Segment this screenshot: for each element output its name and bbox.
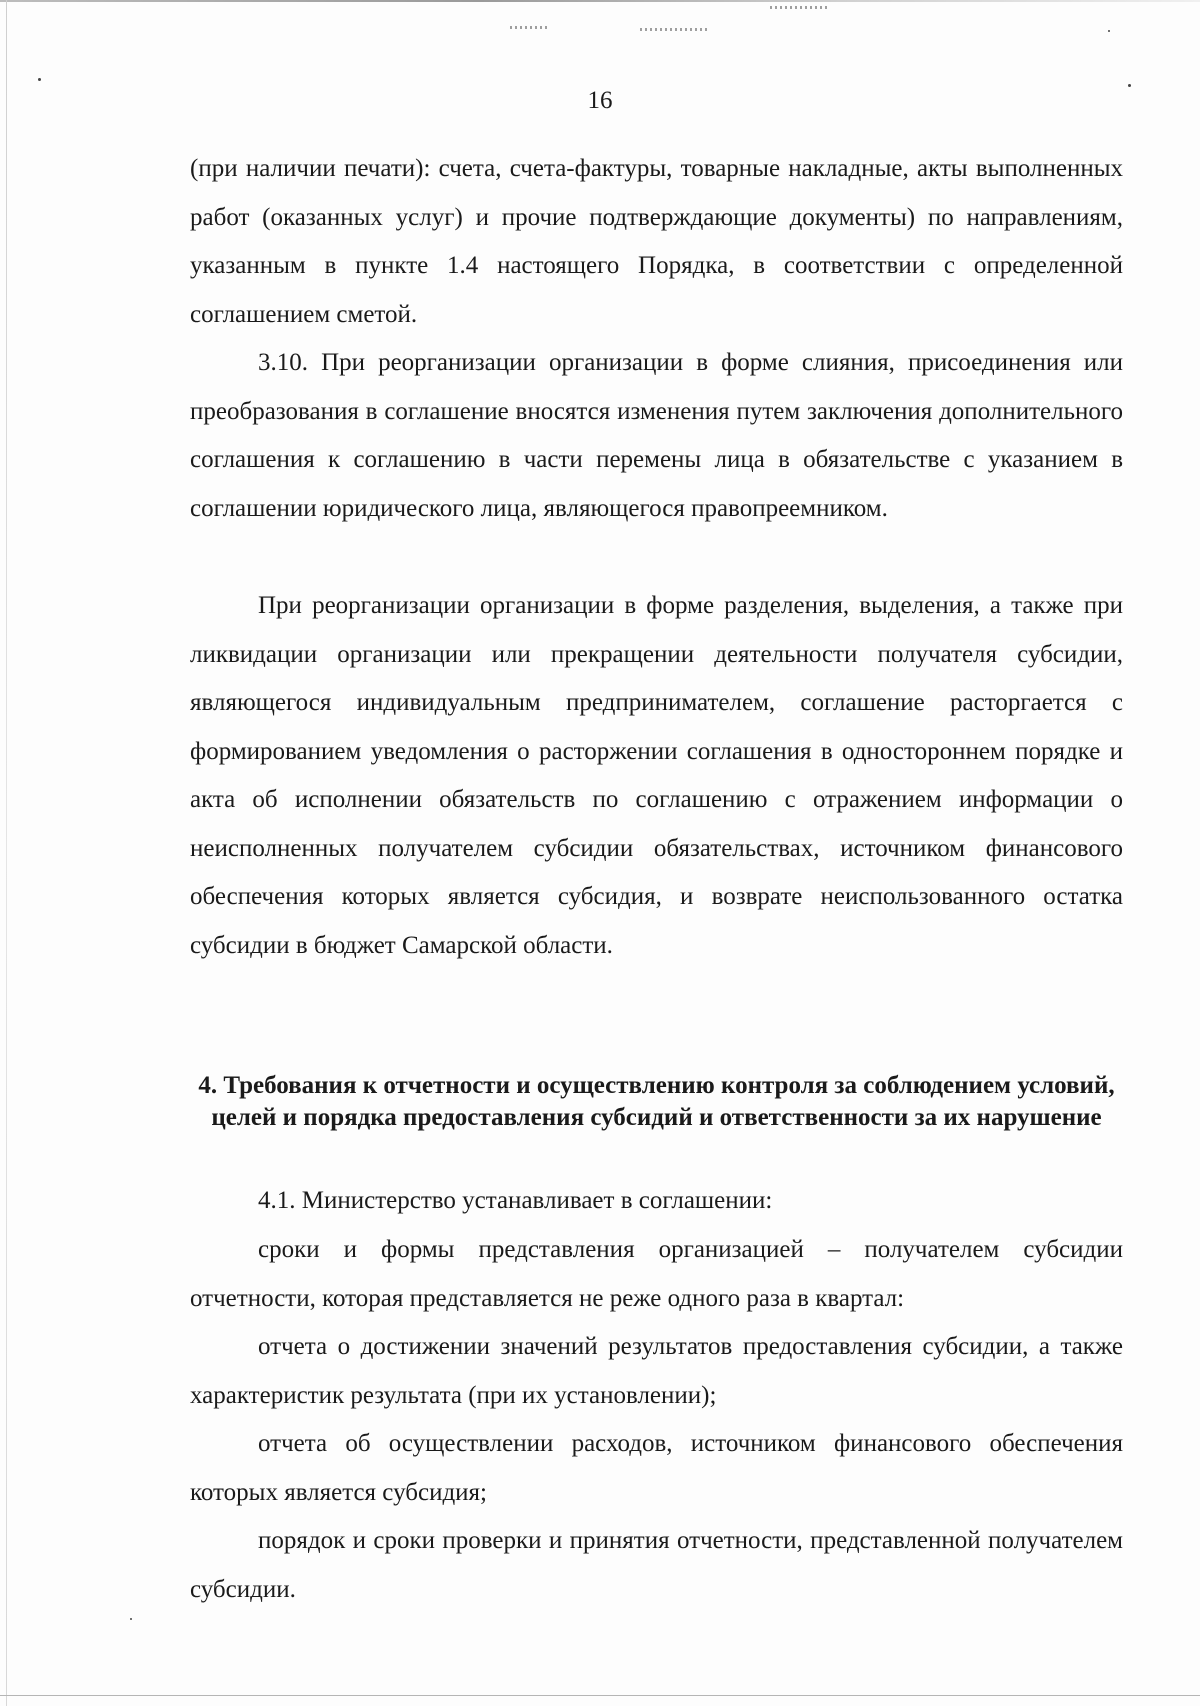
scan-smudge [640,28,710,31]
paragraph-continuation: (при наличии печати): счета, счета-фактуры, товарные накладные, акты выполненных работ (оказанных услуг) и прочие подтверждающие документы) по направлениям, указанным в пункте 1.4 настоящего Порядка, в соответствии с определенной соглашением сметой. [190,155,1123,328]
page-number: 16 [587,87,613,114]
section-4-title: 4. Требования к отчетности и осуществлению контроля за соблюдением условий, целей и порядка предоставления субсидий и ответственности за их нарушение [198,1072,1115,1131]
scan-speck [38,78,41,81]
scan-smudge [770,6,830,9]
scan-edge-top [0,0,1200,2]
paragraph-4-1: 4.1. Министерство устанавливает в соглашении: [258,1187,773,1214]
scan-edge-left [6,0,7,1706]
paragraph-report-expenses: отчета об осуществлении расходов, источником финансового обеспечения которых является субсидия; [190,1430,1123,1506]
paragraph-verification: порядок и сроки проверки и принятия отчетности, представленной получателем субсидии. [190,1527,1123,1603]
paragraph-report-results: отчета о достижении значений результатов предоставления субсидии, а также характеристик результата (при их установлении); [190,1333,1123,1409]
scan-speck [1108,30,1110,32]
paragraph-terms-and-forms: сроки и формы представления организацией – получателем субсидии отчетности, которая представляется не реже одного раза в квартал: [190,1236,1123,1312]
scan-smudge [510,26,550,29]
paragraph-reorganization-division: При реорганизации организации в форме разделения, выделения, а также при ликвидации организации или прекращении деятельности получателя субсидии, являющегося индивидуальным предпринимателем, соглашение расторгается с формированием уведомления о расторжении соглашения в одностороннем порядке и акта об исполнении обязательств по соглашению с отражением информации о неисполненных получателем субсидии обязательствах, источником финансового обеспечения которых является субсидия, и возврате неиспользованного остатка субсидии в бюджет Самарской области. [190,592,1123,959]
scan-speck [130,1618,132,1620]
scan-edge-bottom [0,1695,1200,1696]
paragraph-3-10: 3.10. При реорганизации организации в форме слияния, присоединения или преобразования в соглашение вносятся изменения путем заключения дополнительного соглашения к соглашению в части перемены лица в обязательстве с указанием в соглашении юридического лица, являющегося правопреемником. [190,349,1123,522]
